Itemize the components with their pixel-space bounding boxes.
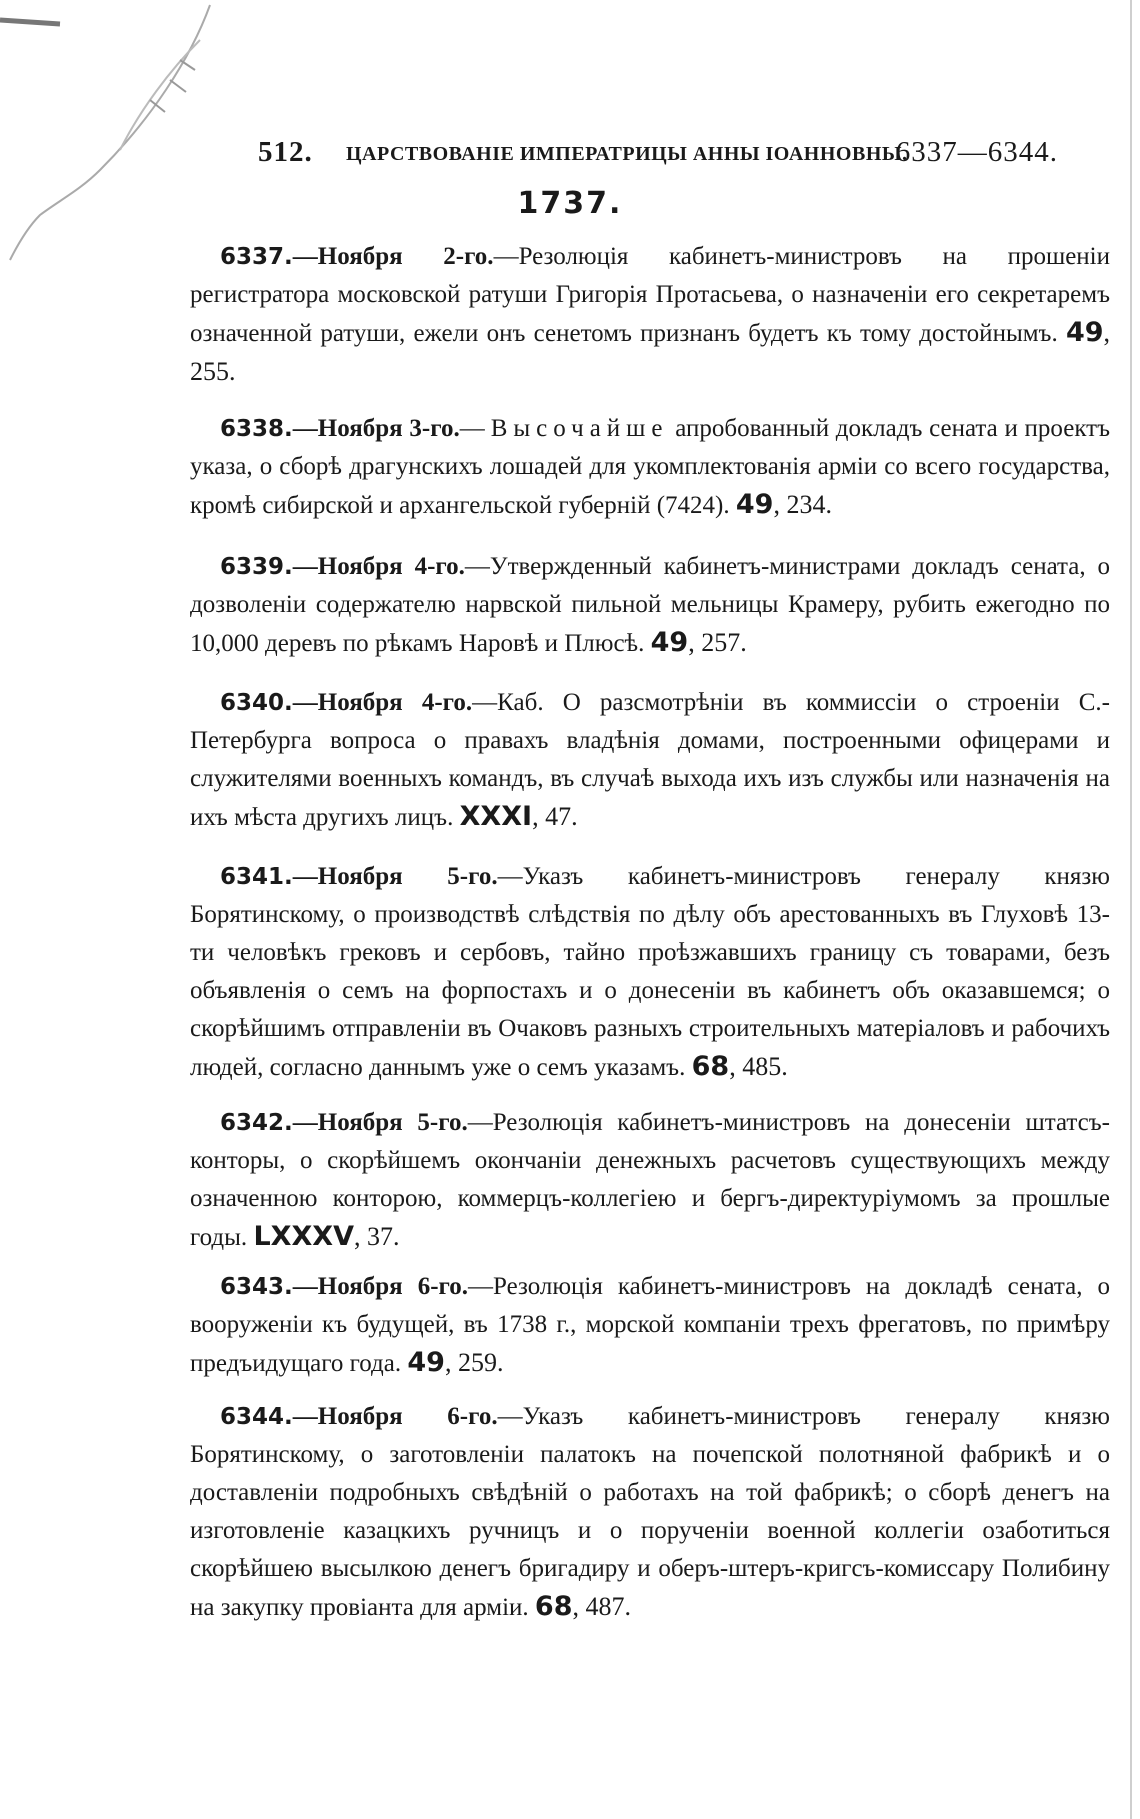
entry-date: —Ноября 6-го.	[292, 1273, 469, 1300]
running-title: ЦАРСТВОВАНIЕ ИМПЕРАТРИЦЫ АННЫ IОАННОВНЫ.	[346, 143, 908, 165]
entry-date: —Ноября 6-го.	[292, 1403, 498, 1430]
entry-6338	[190, 410, 1110, 525]
entry-number: 6341.	[220, 864, 293, 890]
entry-ref-volume: 49	[407, 1347, 445, 1378]
entry-ref-page: , 487.	[572, 1592, 631, 1621]
entry-number: 6343.	[220, 1274, 293, 1300]
entry-number: 6342.	[220, 1110, 293, 1136]
entry-ref-volume: 49	[735, 489, 774, 520]
entry-text: апробованный докладъ сената и проектъ указа, о сборѣ драгунскихъ лошадей для укомплектованiя армiи со всего государства, кромѣ сибирской и архангельской губернiй (7424).	[190, 415, 1110, 519]
running-head	[258, 136, 1058, 176]
entry-ref-page: , 47.	[532, 802, 578, 831]
entry-ref-page: , 255.	[190, 318, 1111, 386]
entry-ref-page: , 37.	[354, 1222, 400, 1251]
entry-date: —Ноября 5-го.	[292, 863, 498, 890]
entry-text: —Указъ кабинетъ-министровъ генералу князю Борятинскому, о производствѣ слѣдствiя по дѣлу объ арестованныхъ въ Глуховѣ 13-ти человѣкъ грековъ и сербовъ, тайно проѣзжавшихъ границу съ товарами, безъ объявленiя о семъ на форпостахъ и о донесенiи въ кабинетъ объ оказавшемся; о скорѣйшимъ отправленiи въ Очаковъ разныхъ строительныхъ матерiаловъ и рабочихъ людей, согласно даннымъ уже о семъ указамъ.	[190, 863, 1110, 1081]
entry-number: 6338.	[220, 416, 293, 442]
year-heading: 1737.	[517, 186, 623, 221]
entry-6341	[190, 858, 1110, 1087]
entry-6337	[190, 238, 1110, 392]
entry-ref-volume: LXXXV	[253, 1221, 354, 1252]
entry-ref-page: , 259.	[444, 1348, 504, 1377]
entry-number: 6344.	[220, 1404, 293, 1430]
page-edge-line	[1130, 0, 1132, 1819]
entry-ref-volume: 68	[534, 1591, 573, 1622]
entry-6343	[190, 1268, 1110, 1383]
entry-6339	[190, 548, 1110, 663]
entry-number: 6340.	[220, 690, 293, 716]
entry-text: —Резолюцiя кабинетъ-министровъ на донесенiи штатсъ-конторы, о скорѣйшемъ окончанiи денежныхъ расчетовъ существующихъ между означенною конторою, коммерцъ-коллегiею и бергъ-директурiумомъ за прошлые годы.	[190, 1109, 1110, 1251]
entry-6344	[190, 1398, 1110, 1627]
entry-text: —Резолюцiя кабинетъ-министровъ на докладѣ сената, о вооруженiи къ будущей, въ 1738 г., морской компанiи трехъ фрегатовъ, по примѣру предъидущаго года.	[190, 1273, 1111, 1377]
entry-ref-page: , 257.	[688, 628, 747, 657]
entry-6340	[190, 684, 1110, 837]
entry-date: —Ноября 4-го.	[292, 553, 465, 580]
entry-number: 6339.	[220, 554, 293, 580]
entry-date: —Ноября 5-го.	[292, 1109, 468, 1136]
entry-text: —Каб. О разсмотрѣнiи въ коммиссiи о строенiи С.-Петербурга вопроса о правахъ владѣнiя домами, построенными офицерами и служителями военныхъ командъ, въ случаѣ выхода ихъ изъ службы или назначенiя на ихъ мѣста другихъ лицъ.	[190, 689, 1110, 831]
page-number: 512.	[258, 136, 313, 168]
entry-text: —Утвержденный кабинетъ-министрами докладъ сената, о дозволенiи содержателю нарвской пильной мельницы Крамеру, рубить ежегодно по 10,000 деревъ по рѣкамъ Наровѣ и Плюсѣ.	[190, 553, 1110, 657]
entry-ref-volume: 49	[1065, 317, 1104, 348]
entry-emphasis: —Высочайше	[459, 415, 669, 442]
entry-ref-volume: 49	[650, 627, 689, 658]
entry-ref-page: , 485.	[729, 1052, 788, 1081]
entry-ref-volume: XXXI	[459, 801, 533, 832]
entry-date: —Ноября 2-го.	[292, 243, 494, 270]
entry-text: —Указъ кабинетъ-министровъ генералу князю Борятинскому, о заготовленiи палатокъ на почепской полотняной фабрикѣ и о доставленiи подробныхъ свѣдѣнiй о работахъ на той фабрикѣ; о сборѣ денегъ на изготовленiе казацкихъ ручницъ и о порученiи военной коллегiи озаботиться скорѣйшею высылкою денегъ бригадиру и оберъ-штеръ-кригсъ-комиссару Полибину на закупку провiанта для армiи.	[190, 1403, 1110, 1621]
entry-ref-volume: 68	[691, 1051, 730, 1082]
entry-text: —Резолюцiя кабинетъ-министровъ на прошенiи регистратора московской ратуши Григорiя Протасьева, о назначенiи его секретаремъ означенной ратуши, ежели онъ сенетомъ признанъ будетъ къ тому достойнымъ.	[190, 243, 1111, 347]
entry-date: —Ноября 4-го.	[292, 689, 473, 716]
entry-ref-page: , 234.	[773, 490, 832, 519]
entry-6342	[190, 1104, 1110, 1257]
entry-date: —Ноября 3-го.	[292, 415, 460, 442]
entry-range: 6337—6344.	[895, 136, 1058, 168]
entry-number: 6337.	[220, 244, 293, 270]
